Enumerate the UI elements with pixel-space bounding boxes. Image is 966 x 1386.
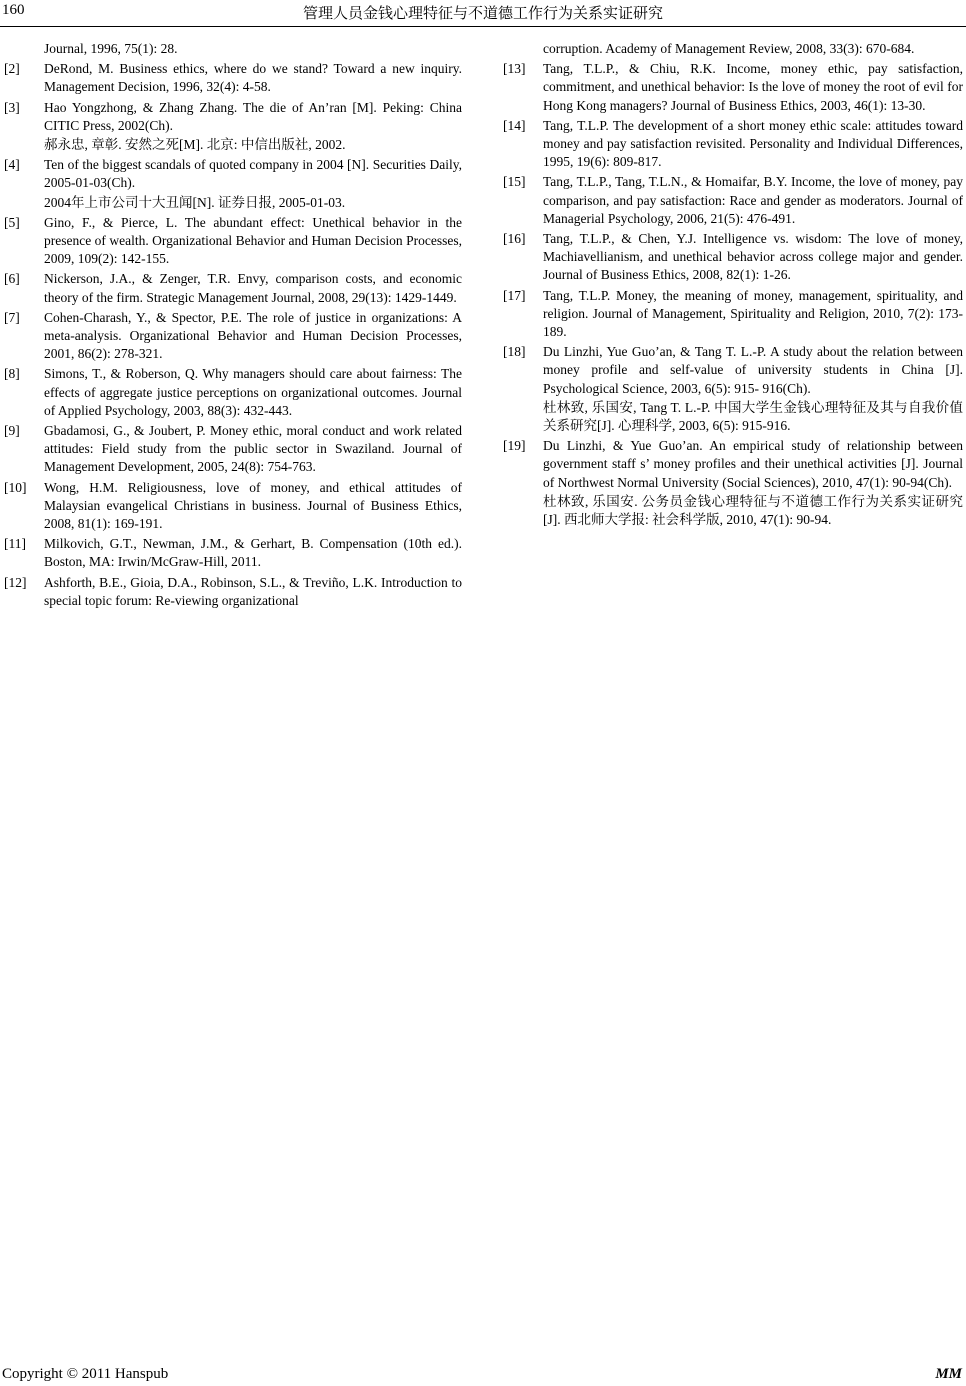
reference-text: [44, 479, 462, 534]
reference-text: [44, 60, 462, 96]
reference-text: [543, 173, 963, 228]
reference-citation-chinese: 郝永忠, 章彰. 安然之死[M]. 北京: 中信出版社, 2002.: [44, 137, 346, 153]
page-number: 160: [2, 2, 25, 18]
reference-citation: Ten of the biggest scandals of quoted company in 2004 [N]. Securities Daily, 2005-01-03(Ch).: [44, 157, 462, 191]
reference-item: [4, 365, 462, 420]
reference-citation: Milkovich, G.T., Newman, J.M., & Gerhart, B. Compensation (10th ed.). Boston, MA: Irwin/McGraw-Hill, 2011.: [44, 536, 462, 570]
reference-citation: Tang, T.L.P. The development of a short money ethic scale: attitudes toward money and pay satisfaction revisited. Personality and Individual Differences, 1995, 19(6): 809-817.: [543, 117, 963, 170]
reference-citation-chinese: 杜林致, 乐国安, Tang T. L.-P. 中国大学生金钱心理特征及其与自我价值关系研究[J]. 心理科学, 2003, 6(5): 915-916.: [543, 399, 963, 434]
reference-citation: Tang, T.L.P., & Chiu, R.K. Income, money ethic, pay satisfaction, commitment, and unethical behavior: Is the love of money the root of evil for Hong Kong managers? Journal of Business Ethics, 2003, 46(1): 13-30.: [543, 61, 963, 113]
reference-number: [4]: [4, 157, 20, 173]
reference-item: [503, 437, 963, 529]
reference-citation: Nickerson, J.A., & Zenger, T.R. Envy, comparison costs, and economic theory of the firm. Strategic Management Journal, 2008, 29(13): 1429-1449.: [44, 271, 462, 305]
right-column: [503, 40, 963, 531]
reference-text: [543, 60, 963, 115]
reference-item: [4, 535, 462, 571]
reference-item: [4, 422, 462, 477]
page-header: [0, 0, 966, 27]
reference-item: [4, 156, 462, 212]
reference-text: [44, 422, 462, 477]
reference-text: [44, 270, 462, 306]
reference-citation: Tang, T.L.P., Tang, T.L.N., & Homaifar, B.Y. Income, the love of money, pay comparison, and pay satisfaction: Race and gender as moderators. Journal of Managerial Psychology, 2006, 21(5): 476-491.: [543, 174, 963, 226]
reference-number: [2]: [4, 61, 20, 77]
reference-number: [11]: [4, 536, 26, 552]
reference-citation: Cohen-Charash, Y., & Spector, P.E. The role of justice in organizations: A meta-analysis. Organizational Behavior and Human Decision Processes, 2001, 86(2): 278-321.: [44, 309, 462, 362]
reference-number: [10]: [4, 479, 27, 495]
reference-text: [44, 214, 462, 269]
reference-text: [44, 365, 462, 420]
journal-abbreviation: MM: [935, 1366, 962, 1382]
reference-item: [4, 214, 462, 269]
reference-text: [44, 99, 462, 155]
reference-item: [503, 230, 963, 285]
reference-number: [12]: [4, 574, 27, 590]
reference-text: [543, 437, 963, 529]
reference-number: [3]: [4, 99, 20, 115]
reference-item: [4, 60, 462, 96]
reference-citation: DeRond, M. Business ethics, where do we stand? Toward a new inquiry. Management Decision, 1996, 32(4): 4-58.: [44, 61, 462, 95]
reference-item: [4, 270, 462, 306]
reference-citation: Ashforth, B.E., Gioia, D.A., Robinson, S.L., & Treviño, L.K. Introduction to special topic forum: Re-viewing organizational: [44, 574, 462, 608]
reference-text: [543, 343, 963, 435]
reference-text: [543, 230, 963, 285]
reference-citation: Tang, T.L.P. Money, the meaning of money, management, spirituality, and religion. Journal of Management, Spirituality and Religion, 2010, 7(2): 173-189.: [543, 287, 963, 340]
reference-item: [503, 343, 963, 435]
reference-number: [15]: [503, 174, 526, 190]
reference-citation: Wong, H.M. Religiousness, love of money, and ethical attitudes of Malaysian evangelical Christians in business. Journal of Business Ethics, 2008, 81(1): 169-191.: [44, 479, 462, 532]
reference-citation: Hao Yongzhong, & Zhang Zhang. The die of An’ran [M]. Peking: China CITIC Press, 2002(Ch).: [44, 99, 462, 133]
reference-citation-chinese: 2004年上市公司十大丑闻[N]. 证券日报, 2005-01-03.: [44, 194, 346, 210]
reference-continuation: Journal, 1996, 75(1): 28.: [44, 41, 178, 56]
reference-number: [6]: [4, 271, 20, 287]
running-title: 管理人员金钱心理特征与不道德工作行为关系实证研究: [302, 6, 663, 22]
reference-item: [4, 574, 462, 610]
page-footer: [0, 1360, 966, 1386]
reference-number: [13]: [503, 61, 526, 77]
reference-list: [503, 60, 963, 529]
reference-text: [44, 309, 462, 364]
reference-text: [543, 287, 963, 342]
reference-citation: Gino, F., & Pierce, L. The abundant effect: Unethical behavior in the presence of wealth. Organizational Behavior and Human Decision Processes, 2009, 109(2): 142-155.: [44, 214, 462, 267]
reference-item: [503, 60, 963, 115]
reference-citation: Simons, T., & Roberson, Q. Why managers should care about fairness: The effects of aggregate justice perceptions on organizational outcomes. Journal of Applied Psychology, 2003, 88(3): 432-443.: [44, 366, 462, 418]
left-column: [4, 40, 462, 612]
copyright-notice: Copyright © 2011 Hanspub: [2, 1366, 169, 1382]
reference-number: [7]: [4, 309, 20, 325]
reference-item: [503, 173, 963, 228]
reference-item: [503, 117, 963, 172]
reference-number: [17]: [503, 287, 526, 303]
reference-number: [5]: [4, 214, 20, 230]
reference-item: [503, 287, 963, 342]
reference-number: [14]: [503, 117, 526, 133]
reference-citation: Gbadamosi, G., & Joubert, P. Money ethic, moral conduct and work related attitudes: Field study from the public sector in Swaziland. Journal of Management Development, 2005, 24(8): 754-763.: [44, 423, 462, 475]
reference-number: [19]: [503, 438, 526, 454]
reference-text: [44, 535, 462, 571]
reference-citation: Du Linzhi, & Yue Guo’an. An empirical study of relationship between government staff s’ money profiles and their unethical activities [J]. Journal of Northwest Normal University (Social Sciences), 2010, 47(1): 90-94(Ch).: [543, 438, 963, 490]
reference-number: [18]: [503, 344, 526, 360]
reference-citation-chinese: 杜林致, 乐国安. 公务员金钱心理特征与不道德工作行为关系实证研究[J]. 西北师大学报: 社会科学版, 2010, 47(1): 90-94.: [543, 493, 963, 528]
reference-citation: Du Linzhi, Yue Guo’an, & Tang T. L.-P. A study about the relation between money profile and self-value of university students in China [J]. Psychological Science, 2003, 6(5): 915- 916(Ch).: [543, 344, 963, 396]
reference-number: [16]: [503, 231, 526, 247]
reference-text: [44, 156, 462, 212]
reference-continuation: corruption. Academy of Management Review, 2008, 33(3): 670-684.: [543, 41, 915, 56]
reference-number: [9]: [4, 423, 20, 439]
reference-text: [543, 117, 963, 172]
reference-number: [8]: [4, 366, 20, 382]
reference-item: [4, 309, 462, 364]
reference-text: [44, 574, 462, 610]
reference-list: [4, 60, 462, 610]
reference-item: [4, 479, 462, 534]
reference-item: [4, 99, 462, 155]
reference-citation: Tang, T.L.P., & Chen, Y.J. Intelligence vs. wisdom: The love of money, Machiavellianism, and unethical behavior across college major and gender. Journal of Business Ethics, 2008, 82(1): 1-26.: [543, 231, 963, 283]
